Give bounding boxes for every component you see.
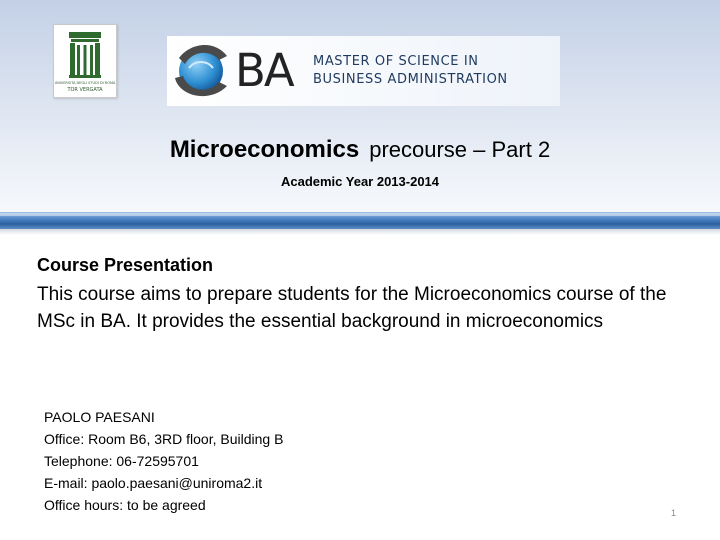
title-main: Microeconomics [169,136,360,163]
academic-year: Academic Year 2013-2014 [280,174,440,189]
divider-shadow [0,229,720,235]
title-rest: precourse – Part 2 [369,137,551,162]
contact-block [44,406,283,516]
globe-icon [169,38,233,104]
university-caption-top: UNIVERSITÀ DEGLI STUDI DI ROMA [54,81,116,85]
divider-shine [0,213,720,216]
program-logo-line1: MASTER OF SCIENCE IN [313,54,479,69]
program-logo-letters: BA [235,44,293,97]
contact-office: Office: Room B6, 3RD floor, Building B [44,431,284,447]
page-title [0,136,720,164]
contact-hours: Office hours: to be agreed [44,497,206,513]
contact-telephone: Telephone: 06-72595701 [44,453,199,469]
course-description: This course aims to prepare students for the Microeconomics course of the MSc in BA. It provides the essential background in microeconomics [37,284,667,332]
contact-email: E-mail: paolo.paesani@uniroma2.it [44,475,263,491]
university-logo [53,24,117,98]
university-emblem-icon [66,30,104,78]
program-logo-line2: BUSINESS ADMINISTRATION [313,72,508,87]
course-heading: Course Presentation [37,255,214,275]
page-number: 1 [670,508,676,518]
contact-name: PAOLO PAESANI [44,409,155,425]
program-logo [167,36,560,106]
university-caption-bottom: TOR VERGATA [67,87,103,93]
